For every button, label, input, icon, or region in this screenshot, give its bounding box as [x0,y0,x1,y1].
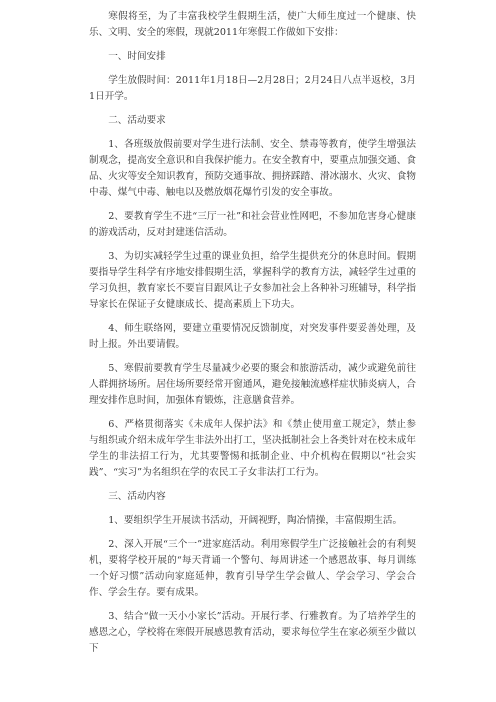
activity-item: 2、深入开展“三个一”进家庭活动。利用寒假学生广泛接触社会的有利契机，要将学校开展的“每天背诵一个警句、每周讲述一个感恩故事、每月训练一个好习惯”活动向家庭延伸，教育引导学生学会做人、学会学习、学会合作、学会生存。要有成果。 [89,539,416,598]
intro-paragraph: 寒假将至，为了丰富我校学生假期生活，使广大师生度过一个健康、快乐、文明、安全的寒假，现就2011年寒假工作做如下安排： [89,11,416,38]
requirement-item: 5、寒假前要教育学生尽量减少必要的聚会和旅游活动，减少或避免前往人群拥挤场所。居住场所要经常开窗通风，避免接触流感样症状肺炎病人，合理安排作息时间，加强体育锻炼，注意膳食营养。 [89,363,416,406]
requirement-item: 3、为切实减轻学生过重的课业负担，给学生提供充分的休息时间。假期要指导学生科学有序地安排假期生活，掌握科学的教育方法，减轻学生过重的学习负担，教育家长不要盲目跟风让子女参加社会上各种补习班辅导，科学指导家长在保证子女健康成长、提高素质上下功夫。 [89,251,416,310]
section-heading-activities: 三、活动内容 [108,491,166,502]
requirement-item: 6、严格贯彻落实《未成年人保护法》和《禁止使用童工规定》，禁止参与组织或介绍未成年学生非法外出打工，坚决抵制社会上各类针对在校未成年学生的非法招工行为，尤其要警惕和抵制企业、中介机构在假期以“社会实践”、“实习”为名组织在学的农民工子女非法打工行为。 [89,419,416,478]
schedule-paragraph: 学生放假时间：2011年1月18日—2月28日；2月24日八点半返校，3月1日开学。 [89,75,416,102]
section-heading-schedule: 一、时间安排 [108,51,166,62]
activity-item: 3、结合“做一天小小家长”活动。开展行孝、行雅教育。为了培养学生的感恩之心，学校将在寒假开展感恩教育活动，要求每位学生在家必须至少做以下 [89,611,416,654]
requirement-item: 2、要教育学生不进“三厅一社”和社会营业性网吧，不参加危害身心健康的游戏活动，反对封建迷信活动。 [89,211,416,238]
requirement-item: 4、师生联络网，要建立重要情况反馈制度，对突发事件要妥善处理，及时上报。外出要请假。 [89,323,416,350]
requirement-item: 1、各班级放假前要对学生进行法制、安全、禁毒等教育，使学生增强法制观念，提高安全意识和自我保护能力。在安全教育中，要重点加强交通、食品、火灾等安全知识教育，预防交通事故、拥挤踩踏、滑冰溺水、火灾、食物中毒、煤气中毒、触电以及燃放烟花爆竹引发的安全事故。 [89,139,416,198]
section-heading-requirements: 二、活动要求 [108,115,166,126]
activity-item: 1、要组织学生开展读书活动，开阔视野，陶冶情操，丰富假期生活。 [108,515,403,526]
